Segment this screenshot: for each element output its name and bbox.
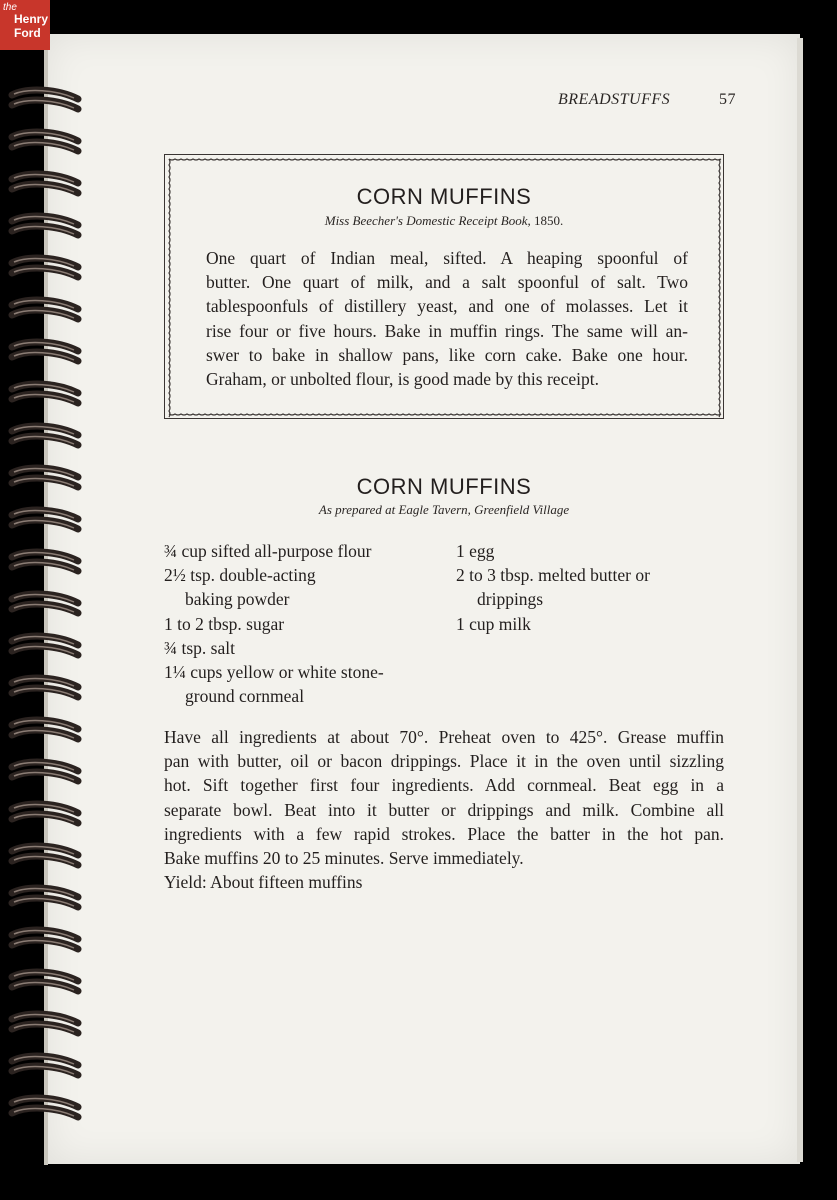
binding-coil [12,972,78,991]
ingredient-item: 1 to 2 tbsp. sugar [164,613,285,634]
ingredient-item: 1 egg [456,541,495,561]
binding-coil [12,636,78,655]
recipe1-line: butter. One quart of milk, and a salt spoonful of salt. Two [206,272,688,293]
binding-coil [12,804,78,823]
instruction-line: ingredients with a few rapid strokes. Place the batter in the hot pan. [164,823,724,844]
binding-coil [12,510,78,529]
recipe1-source-book: Miss Beecher's Domestic Receipt Book, [324,213,531,228]
binding-coil [12,342,78,361]
instruction-line: Have all ingredients at about 70°. Preheat oven to 425°. Grease muffin [164,727,724,747]
ingredient-item-continued: ground cornmeal [185,686,305,707]
binding-coil [12,1014,78,1033]
recipe1-line: Graham, or unbolted flour, is good made by this receipt. [206,369,599,390]
ingredient-item: ¾ cup sifted all-purpose flour [164,541,372,561]
binding-coil [12,762,78,781]
binding-coil [12,384,78,403]
binding-coil [12,132,78,151]
spiral-binding [8,85,88,1125]
ingredient-item-continued: drippings [477,589,544,610]
recipe1-line: tablespoonfuls of distillery yeast, and one of molasses. Let it [206,296,688,317]
recipe-yield: Yield: About fifteen muffins [164,872,363,893]
instruction-line: Bake muffins 20 to 25 minutes. Serve immediately. [164,848,524,869]
ingredient-item: 2 to 3 tbsp. melted butter or [456,565,650,586]
binding-coil [12,1098,78,1117]
recipe1-source-year: 1850. [534,213,564,228]
page-number: 57 [719,91,736,108]
binding-coil [12,258,78,277]
binding-coil [12,426,78,445]
henry-ford-logo [0,0,50,50]
binding-coil [12,888,78,907]
logo-the: the [3,2,17,13]
page-edge [797,38,803,1162]
instruction-line: hot. Sift together first four ingredients. Add cornmeal. Beat egg in a [164,775,724,796]
recipe1-body [206,246,688,391]
recipe2-instructions [164,725,724,894]
recipe2-source: As prepared at Eagle Tavern, Greenfield Village [318,502,570,517]
binding-coil [12,846,78,865]
logo-henry: Henry [14,12,49,26]
binding-coil [12,216,78,235]
recipe1-line: One quart of Indian meal, sifted. A heaping spoonful of [206,248,688,268]
ingredient-item: ¾ tsp. salt [164,637,235,658]
instruction-line: pan with butter, oil or bacon drippings. Place it in the oven until sizzling [164,751,724,772]
instruction-line: separate bowl. Beat into it butter or drippings and milk. Combine all [164,799,724,820]
recipe1-line: rise four or five hours. Bake in muffin rings. The same will an- [206,320,688,341]
recipe2-title: CORN MUFFINS [356,474,532,499]
binding-coil [12,468,78,487]
binding-coil [12,552,78,571]
binding-coil [12,930,78,949]
binding-coil [12,300,78,319]
binding-coil [12,720,78,739]
binding-coil [12,594,78,613]
ingredient-item: 2½ tsp. double-acting [164,565,316,586]
ingredient-item: 1 cup milk [456,613,531,634]
recipe1-line: swer to bake in shallow pans, like corn cake. Bake one hour. [206,344,688,365]
binding-coil [12,90,78,109]
binding-coil [12,1056,78,1075]
binding-coil [12,174,78,193]
binding-coil [12,678,78,697]
recipe1-source [165,213,723,229]
recipe1-title: CORN MUFFINS [356,184,532,209]
historic-recipe-box [164,154,724,419]
logo-ford: Ford [14,26,41,40]
ingredient-item-continued: baking powder [185,589,290,610]
ingredients-left-column [164,539,454,708]
section-title: BREADSTUFFS [558,91,671,108]
ingredient-item: 1¼ cups yellow or white stone- [164,662,384,683]
ingredients-right-column [456,539,716,636]
